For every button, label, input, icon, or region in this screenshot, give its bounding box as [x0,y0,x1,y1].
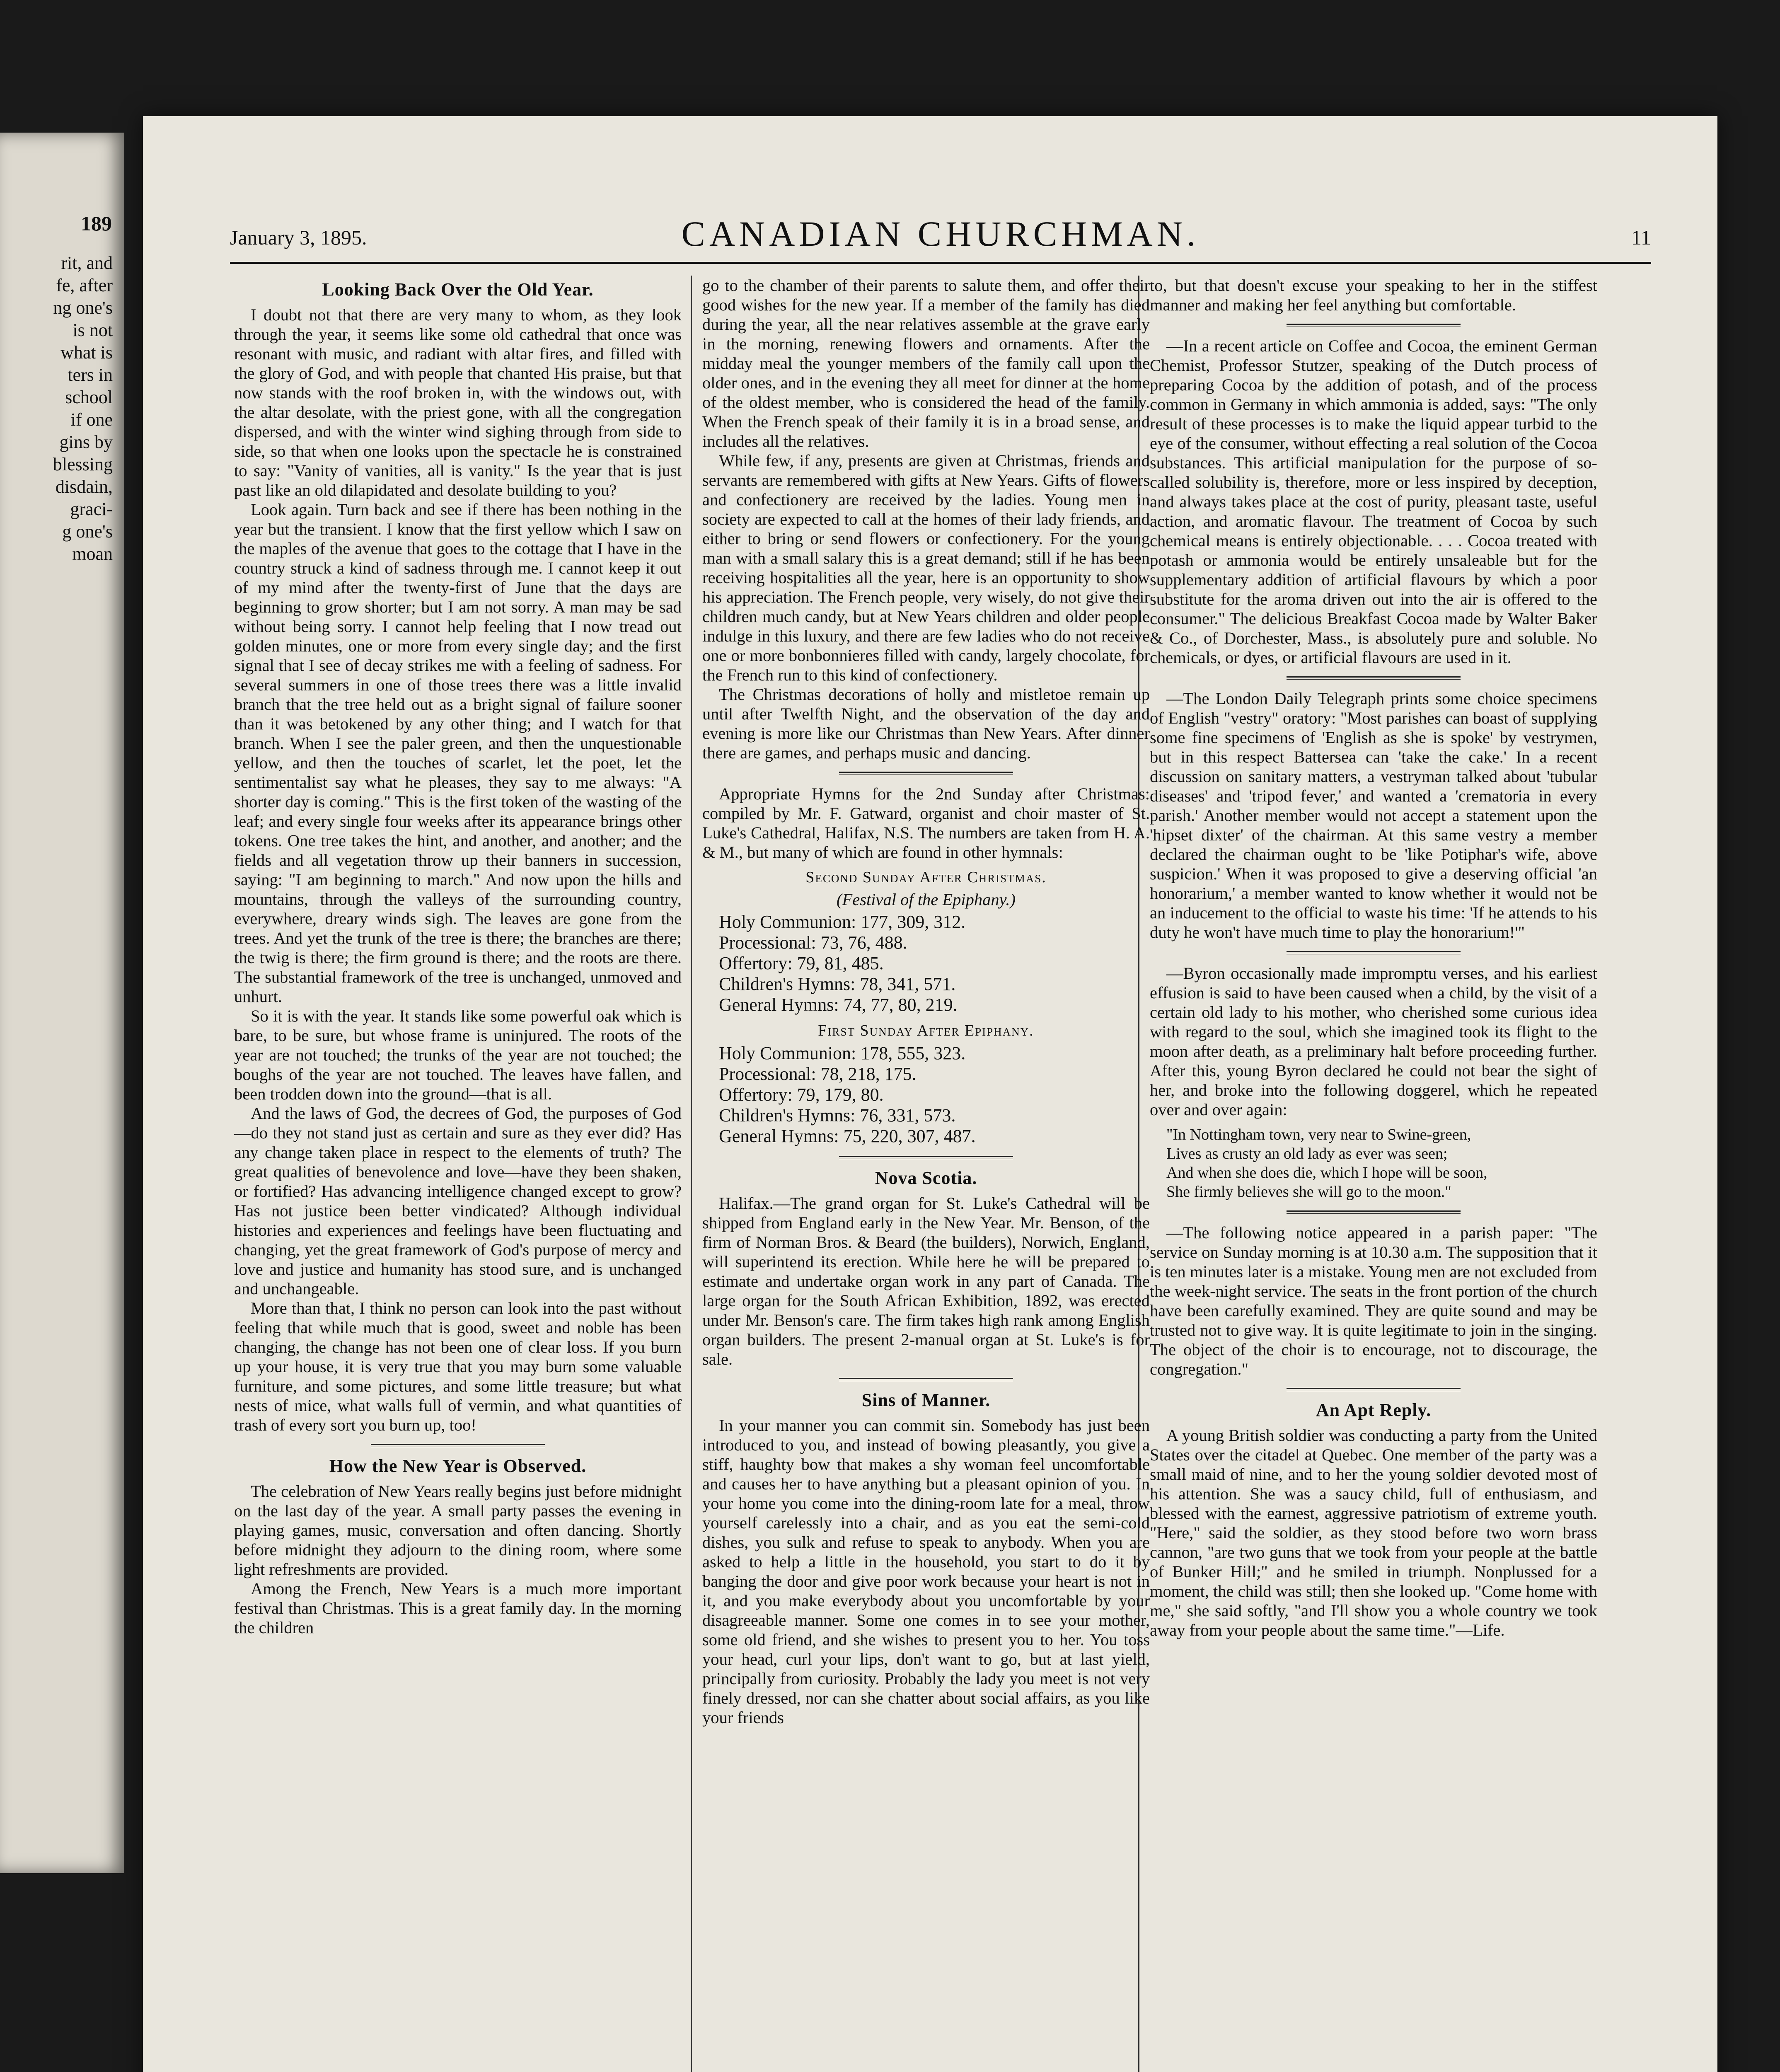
paragraph: In your manner you can commit sin. Somebody has just been introduced to you, and instead of bowing pleasantly, you give a stiff, haughty bow that makes a shy woman feel uncomfortable and causes her to have anything but a pleasant opinion of you. In your home you come into the dining-room late for a meal, throw yourself carelessly into a chair, and as you eat the semi-cold dishes, you sulk and refuse to speak to anybody. When you are asked to help a little in the household, you start to do it by banging the door and give poor work because your heart is not in it, and you make everybody about you uncomfortable by your disagreeable manner. Some one comes in to see your mother, some old friend, and she wishes to present you to her. You toss your head, curl your lips, don't want to go, but at last yield, principally from curiosity. Probably the lady you meet is not very finely dressed, nor can she chatter about social affairs, as you like your friends [702,1416,1150,1727]
verse [1150,1125,1597,1201]
column-1 [234,276,682,1637]
issue-date: January 3, 1895. [230,226,367,249]
verse-line: Lives as crusty an old lady as ever was seen; [1166,1145,1448,1162]
section-separator [1287,1388,1461,1391]
page-header [230,211,1651,257]
previous-page-fragment: fe, after [56,275,113,295]
section-separator [1287,1210,1461,1214]
paragraph: Look again. Turn back and see if there has been nothing in the year but the transient. I know that the first yellow which I saw on the maples of the avenue that goes to the cottage that I have in the country struck a kind of sadness through me. I cannot keep it out of my mind after the twenty-first of June that the days are beginning to grow shorter; but I am not sorry. A man may be sad without being sorry. I cannot help feeling that I now tread out golden minutes, one or more from every single day; and the first signal that I see of decay strikes me with a feeling of sadness. For several summers in one of those trees there was a little invalid branch that the tree held out as a bright signal of failure sooner than it was betokened by any other thing; and I watch for that branch. When I see the paler green, and then the unquestionable yellow, and then the touches of scarlet, let the poet, let the sentimentalist say what he pleases, they say to me always: "A shorter day is coming." This is the first token of the wasting of the leaf; and every single four weeks after its appearance brings other tokens. One tree takes the hint, and another, and another; and the fields and all vegetation throw up their banners in succession, saying: "I am beginning to march." And now upon the hills and mountains, through the valleys of the surrounding country, everywhere, dreary winds sigh. The leaves are gone from the trees. And yet the trunk of the tree is there; the branches are there; the twig is there; the firm ground is there; and the roots are there. The substantial framework of the tree is unchanged, unmoved and unhurt. [234,500,682,1006]
hymn-entry: Holy Communion: 177, 309, 312. [719,912,966,932]
previous-page-edge [0,133,124,1873]
header-rule [230,262,1651,264]
hymn-entry: Children's Hymns: 78, 341, 571. [719,974,956,994]
section-separator [839,1156,1013,1159]
hymn-entry: Holy Communion: 178, 555, 323. [719,1043,966,1063]
column-3 [1150,276,1597,1640]
paragraph: A young British soldier was conducting a party from the United States over the citadel at Quebec. One member of the party was a small maid of nine, and to her the young soldier devoted most of his attention. She was a saucy child, full of enthusiasm, and blessed with the earnest, aggressive patriotism of extreme youth. "Here," said the soldier, as they stood before two worn brass cannon, "are two guns that we took from your people at the battle of Bunker Hill;" and he smiled in triumph. Nonplussed for a moment, the child was still; then she looked up. "Come home with me," she said softly, "and I'll show you a whole country we took away from your people about the same time."—Life. [1150,1426,1597,1639]
hymn-list [702,1043,1150,1147]
hymn-entry: General Hymns: 75, 220, 307, 487. [719,1126,976,1146]
previous-page-fragment: school [65,387,113,407]
verse-line: And when she does die, which I hope will be soon, [1166,1164,1487,1181]
section-separator [839,772,1013,775]
verse-line: "In Nottingham town, very near to Swine-green, [1166,1126,1471,1143]
previous-page-fragment: what is [60,342,113,363]
previous-page-fragment: blessing [53,454,113,474]
previous-page-fragment: ng one's [53,298,113,318]
article-title: Looking Back Over the Old Year. [322,279,594,300]
hymn-entry: General Hymns: 74, 77, 80, 219. [719,995,958,1015]
paragraph: Halifax.—The grand organ for St. Luke's Cathedral will be shipped from England early in the New Year. Mr. Benson, of the firm of Norman Bros. & Beard (the builders), Norwich, England, will superintend its erection. While here he will be prepared to estimate and undertake organ work in any part of Canada. The large organ for the South African Exhibition, 1892, was erected under Mr. Benson's care. The firm takes high rank among English organ builders. The present 2-manual organ at St. Luke's is for sale. [702,1194,1150,1368]
paragraph: to, but that doesn't excuse your speaking to her in the stiffest manner and making her feel anything but comfortable. [1150,276,1597,314]
hymns-intro: Appropriate Hymns for the 2nd Sunday after Christmas: compiled by Mr. F. Gatward, organist and choir master of St. Luke's Cathedral, Halifax, N.S. The numbers are taken from H. A. & M., but many of which are found in other hymnals: [702,784,1150,862]
previous-page-fragment: is not [73,320,113,340]
section-separator [371,1444,545,1447]
paragraph: —In a recent article on Coffee and Cocoa, the eminent German Chemist, Professor Stutzer, speaking of the Dutch process of preparing Cocoa by the addition of potash, and of the process common in Germany in which ammonia is added, says: "The only result of these processes is to make the liquid appear turbid to the eye of the consumer, without effecting a real solution of the Cocoa substances. This artificial manipulation for the purpose of so-called solubility is, therefore, more or less inspired by deception, and always takes place at the cost of purity, pleasant taste, useful action, and aromatic flavour. The treatment of Cocoa by such chemical means is entirely objectionable. . . . Cocoa treated with potash or ammonia would be entirely unsaleable but for the supplementary addition of artificial flavours by which a poor substitute for the aroma driven out into the air is offered to the consumer." The delicious Breakfast Cocoa made by Walter Baker & Co., of Dorchester, Mass., is absolutely pure and soluble. No chemicals, or dyes, or artificial flavours are used in it. [1150,336,1597,667]
previous-page-fragment: moan [72,544,113,564]
hymn-entry: Offertory: 79, 81, 485. [719,953,884,973]
previous-page-fragment: g one's [62,521,113,542]
hymn-entry: Processional: 78, 218, 175. [719,1064,917,1084]
previous-page-fragment: disdain, [55,477,113,497]
paragraph: —The London Daily Telegraph prints some choice specimens of English "vestry" oratory: "Most parishes can boast of supplying some fine specimens of 'English as she is spoke' by vestrymen, but in this respect Battersea can 'take the cake.' In a recent discussion on sanitary matters, a vestryman talked about 'tubular diseases' and 'tripod fever,' and wanted a 'crematoria in every parish.' Another member would not accept a statement upon the 'hipset dixter' of the chairman. At this same vestry a member declared the chairman ought to be 'like Potiphar's wife, above suspicion.' When it was proposed to give a deserving official 'an honorarium,' a member wanted to know whether it would not be an inducement to the official to waste his time: 'If he attends to his duty he won't have much time to play the honorarium!'" [1150,689,1597,942]
previous-page-fragment: if one [70,409,113,430]
hymns-heading: Second Sunday After Christmas. [805,869,1047,886]
paragraph: go to the chamber of their parents to salute them, and offer their good wishes for the new year. If a member of the family has died during the year, all the near relatives assemble at the grave early in the morning, renewing flowers and ornaments. After the midday meal the younger members of the family call upon the older ones, and in the evening they all meet for dinner at the home of the oldest member, who is considered the head of the family. When the French speak of their family it is in a broad sense, and includes all the relatives. [702,276,1150,450]
section-separator [1287,676,1461,680]
previous-page-fragment: graci- [70,499,113,519]
previous-page-fragments [0,252,124,565]
hymn-entry: Offertory: 79, 179, 80. [719,1084,884,1105]
page-number: 11 [1631,226,1651,249]
paragraph: The Christmas decorations of holly and mistletoe remain up until after Twelfth Night, and the observation of the day and evening is more like our Christmas than New Years. After dinner there are games, and perhaps music and dancing. [702,685,1150,762]
paragraph: Among the French, New Years is a much more important festival than Christmas. This is a great family day. In the morning the children [234,1579,682,1637]
column-2 [702,276,1150,1727]
paragraph: —Byron occasionally made impromptu verses, and his earliest effusion is said to have been caused when a child, by the visit of a certain old lady to his mother, who cherished some curious idea with regard to the soul, which she imagined took its flight to the moon after death, as a preliminary halt before proceeding further. After this, young Byron declared he could not bear the sight of her, and broke into the following doggerel, which he repeated over and over again: [1150,964,1597,1119]
section-separator [1287,324,1461,327]
previous-page-fragment: gins by [59,432,113,452]
paragraph: More than that, I think no person can look into the past without feeling that while much that is good, sweet and noble has been changing, the change has not been one of clear loss. If you burn up your house, it is very true that you may burn some valuable furniture, and some pictures, and some little treasure; but what nests of mice, what walls full of vermin, and what quantities of trash of every sort you burn up, too! [234,1299,682,1434]
section-separator [1287,951,1461,954]
paragraph: I doubt not that there are very many to whom, as they look through the year, it seems like some old cathedral that once was resonant with music, and radiant with altar fires, and filled with the glory of God, and with people that chanted His praise, but that now stands with the roof broken in, with the windows out, with the altar desolate, with the priest gone, with all the congregation dispersed, and with the winter wind sighing through from side to side, so that when one looks upon the spectacle he is constrained to say: "Vanity of vanities, all is vanity." Is the year that is just past like an old dilapidated and desolate building to you? [234,305,682,499]
article-title: How the New Year is Observed. [329,1456,587,1476]
hymns-heading: First Sunday After Epiphany. [818,1022,1034,1039]
hymn-entry: Children's Hymns: 76, 331, 573. [719,1105,956,1126]
newspaper-page [143,116,1717,2072]
hymn-list [702,912,1150,1015]
paragraph: The celebration of New Years really begins just before midnight on the last day of the year. A small party passes the evening in playing games, music, conversation and often dancing. Shortly before midnight they adjourn to the dining room, where some light refreshments are provided. [234,1482,682,1578]
verse-line: She firmly believes she will go to the moon." [1166,1183,1451,1201]
masthead-title: CANADIAN CHURCHMAN. [681,214,1200,254]
previous-page-fragment: ters in [68,365,113,385]
hymn-entry: Processional: 73, 76, 488. [719,932,907,953]
hymns-subheading: (Festival of the Epiphany.) [837,890,1016,909]
paragraph: So it is with the year. It stands like some powerful oak which is bare, to be sure, but whose frame is uninjured. The roots of the year are not touched; the trunks of the year are not touched; the boughs of the year are not touched. The leaves have fallen, and been trodden down into the ground—that is all. [234,1007,682,1103]
paragraph: While few, if any, presents are given at Christmas, friends and servants are remembered with gifts at New Years. Gifts of flowers and confectionery are received by the ladies. Young men in society are expected to call at the homes of their lady friends, and either to bring or send flowers or confectionery. For the young man with a small salary this is a great demand; still if he has been receiving hospitalities all the year, here is an opportunity to show his appreciation. The French people, very wisely, do not give their children much candy, but at New Years children and older people indulge in this luxury, and there are few ladies who do not receive one or more bonbonnieres filled with candy, largely chocolate, for the French run to this kind of confectionery. [702,451,1150,684]
previous-page-header: 189 [81,212,112,235]
article-title: Sins of Manner. [861,1390,991,1410]
article-title: Nova Scotia. [875,1168,977,1188]
paragraph: —The following notice appeared in a parish paper: "The service on Sunday morning is at 10.30 a.m. The supposition that it is ten minutes later is a mistake. Young men are not excluded from the week-night service. The seats in the front portion of the church have been carefully examined. They are quite sound and may be trusted not to give way. It is quite legitimate to join in the singing. The object of the choir is to encourage, not to discourage, the congregation." [1150,1223,1597,1378]
column-divider [691,276,692,2072]
section-separator [839,1378,1013,1381]
article-title: An Apt Reply. [1316,1400,1432,1420]
previous-page-fragment: rit, and [61,253,113,273]
paragraph: And the laws of God, the decrees of God, the purposes of God—do they not stand just as certain and sure as they ever did? Has any change taken place in respect to the elements of truth? The great qualities of benevolence and love—have they been shaken, or fortified? Has advancing intelligence changed except to grow? Has not justice been better vindicated? Although individual histories and experiences and feelings have been fluctuating and changing, yet the great framework of God's purpose of mercy and love and justice and humanity has stood sure, and is unchanged and unchangeable. [234,1104,682,1298]
